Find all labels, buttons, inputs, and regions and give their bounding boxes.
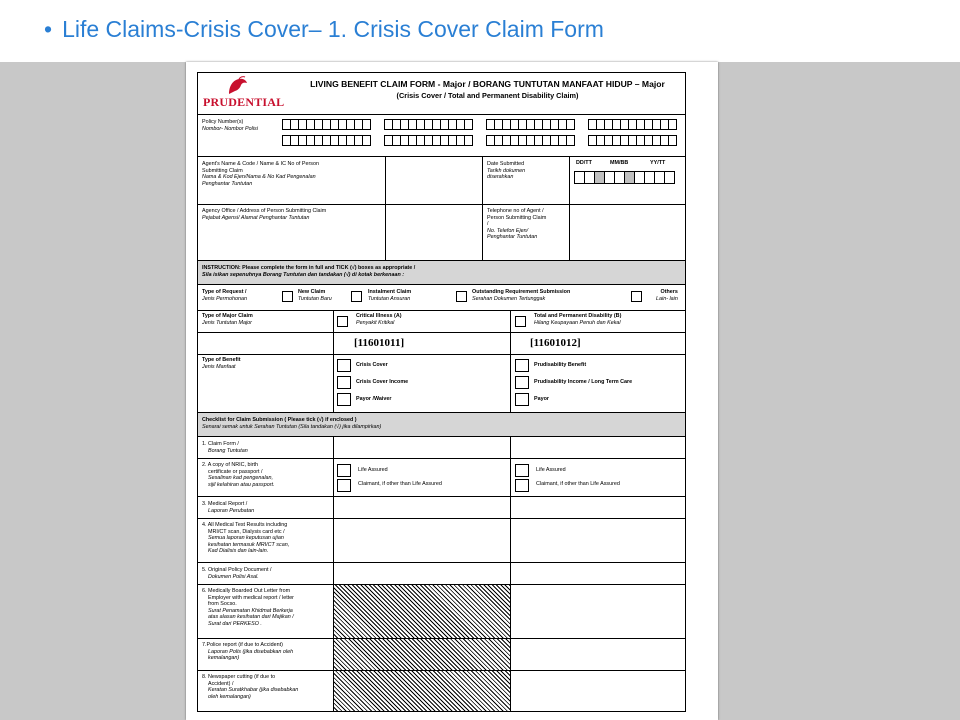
critical-illness-label-my: Penyakit Kritikal bbox=[356, 319, 395, 326]
agent-row bbox=[198, 157, 685, 205]
telephone-label-my-2: Penghantar Tuntutan bbox=[487, 234, 538, 241]
new-claim-label-my: Tuntutan Baru bbox=[298, 295, 332, 302]
date-submitted-label-my-1: Tarikh dokumen bbox=[487, 167, 526, 174]
nric-claimant-checkbox-b[interactable] bbox=[515, 479, 529, 492]
agent-name-field[interactable] bbox=[386, 157, 483, 204]
form-subtitle: (Crisis Cover / Total and Permanent Disability Claim) bbox=[396, 91, 579, 100]
checklist-item-2-label-my-1: Sesalinan kad pengenalan, bbox=[208, 475, 274, 482]
others-label-my: Lain- lain bbox=[656, 295, 678, 302]
checklist-item-6-label-my-1: Surat Penamatan Khidmat Berkerja bbox=[208, 607, 293, 614]
checklist-item-5-field-a[interactable] bbox=[334, 563, 511, 584]
date-submitted-field[interactable] bbox=[574, 171, 674, 184]
telephone-label-2: Person Submitting Claim bbox=[487, 214, 547, 221]
checklist-item-4-label-my-2: kesihatan termasuk MRI/CT scan, bbox=[208, 541, 290, 548]
checklist-item-8 bbox=[198, 671, 685, 711]
request-type-label: Type of Request / bbox=[202, 289, 247, 295]
checklist-item-3-field-a[interactable] bbox=[334, 497, 511, 518]
checklist-item-1 bbox=[198, 437, 685, 459]
checklist-item-7-label: 7.Police report (if due to Accident) bbox=[202, 642, 283, 648]
checklist-item-2-label-2: certificate or passport / bbox=[208, 468, 263, 475]
tpd-label: Total and Permanent Disability (B) bbox=[534, 313, 622, 319]
telephone-label-1: Telephone no of Agent / bbox=[487, 208, 544, 214]
agency-address-field[interactable] bbox=[386, 205, 483, 260]
request-type-row bbox=[198, 285, 685, 311]
checklist-item-3 bbox=[198, 497, 685, 519]
checklist-item-4 bbox=[198, 519, 685, 563]
policy-number-label: Policy Number(s) bbox=[202, 119, 244, 125]
benefit-type-row bbox=[198, 355, 685, 413]
checklist-item-8-label-2: Accident) / bbox=[208, 680, 234, 687]
checklist-item-4-label-my-1: Semua laporan keputusan ujian bbox=[208, 535, 284, 542]
checklist-item-6-label-3: from Socso. bbox=[208, 601, 237, 608]
checklist-item-8-label-1: 8. Newspaper cutting (if due to bbox=[202, 674, 276, 680]
agent-label-1: Agent's Name & Code / Name & IC No of Person bbox=[202, 161, 319, 167]
checklist-item-2-label-1: 2. A copy of NRIC, birth bbox=[202, 462, 259, 468]
others-label: Others bbox=[660, 289, 678, 295]
checklist-item-3-label-my: Laporan Perubatan bbox=[208, 507, 255, 514]
instruction-line-1: INSTRUCTION: Please complete the form in full and TICK (√) boxes as appropriate / bbox=[202, 265, 416, 271]
instalment-claim-label-my: Tuntutan Ansuran bbox=[368, 295, 411, 302]
checklist-item-4-label-1: 4. All Medical Test Results including bbox=[202, 522, 288, 528]
checklist-item-5-label: 5. Original Policy Document / bbox=[202, 567, 272, 573]
policy-number-group-4[interactable] bbox=[588, 119, 676, 146]
date-submitted-label-my-2: diserahkan bbox=[487, 174, 514, 181]
nric-life-assured-checkbox-a[interactable] bbox=[337, 464, 351, 477]
telephone-label-my-1: No. Telefon Ejen/ bbox=[487, 227, 529, 234]
crisis-cover-income-checkbox[interactable] bbox=[337, 376, 351, 389]
instruction-row bbox=[198, 261, 685, 285]
mm-label: MM/BB bbox=[610, 160, 629, 166]
checklist-item-8-label-my-1: Keratan Suratkhabar (jika disebabkan bbox=[208, 687, 299, 694]
checklist-title-my: Senarai semak untuk Serahan Tuntutan (Sila tandakan (√) jika dilampirkan) bbox=[202, 423, 382, 430]
slide-title-text: Life Claims-Crisis Cover– 1. Crisis Cover Claim Form bbox=[62, 16, 604, 42]
payor-label: Payor bbox=[534, 396, 549, 402]
checklist-item-6-hatched-area bbox=[334, 585, 511, 638]
prudisability-income-checkbox[interactable] bbox=[515, 376, 529, 389]
dd-label: DD/TT bbox=[576, 160, 592, 166]
checklist-header-row bbox=[198, 413, 685, 437]
policy-number-group-3[interactable] bbox=[486, 119, 574, 146]
prudisability-benefit-label: Prudisability Benefit bbox=[534, 362, 587, 368]
major-claim-label-my: Jenis Tuntutan Major bbox=[202, 319, 252, 326]
checklist-item-1-field-a[interactable] bbox=[334, 437, 511, 458]
outstanding-submission-label-my: Serahan Dokumen Tertunggak bbox=[472, 295, 546, 302]
instalment-claim-label: Instalment Claim bbox=[368, 289, 412, 295]
critical-illness-label: Critical Illness (A) bbox=[356, 313, 402, 319]
date-submitted-label: Date Submitted bbox=[487, 161, 525, 167]
prudisability-benefit-checkbox[interactable] bbox=[515, 359, 529, 372]
crisis-cover-label: Crisis Cover bbox=[356, 362, 388, 368]
outstanding-submission-checkbox[interactable] bbox=[456, 291, 467, 302]
prudential-logo bbox=[203, 76, 285, 112]
document-page bbox=[186, 62, 718, 720]
checklist-item-4-label-2: MRI/CT scan, Dialysis card etc / bbox=[208, 528, 285, 535]
bullet-icon: • bbox=[44, 16, 53, 42]
policy-number-group-1[interactable] bbox=[282, 119, 370, 146]
policy-number-group-2[interactable] bbox=[384, 119, 472, 146]
checklist-item-6-label-1: 6. Medically Boarded Out Letter from bbox=[202, 588, 291, 594]
checklist-item-6-label-my-2: atas alasan kesihatan dari Majikan / bbox=[208, 614, 294, 621]
lady-head-icon bbox=[225, 76, 249, 96]
claim-form bbox=[197, 72, 686, 712]
checklist-item-4-label-my-3: Kad Dialisis dan lain-lain. bbox=[208, 548, 269, 555]
slide-title bbox=[44, 16, 604, 48]
checklist-item-7-hatched-area bbox=[334, 639, 511, 670]
form-title: LIVING BENEFIT CLAIM FORM - Major / BORANG TUNTUTAN MANFAAT HIDUP – Major bbox=[310, 79, 665, 89]
major-claim-row bbox=[198, 311, 685, 333]
agency-label: Agency Office / Address of Person Submitting Claim bbox=[202, 208, 327, 214]
checklist-title: Checklist for Claim Submission ( Please tick (√) if enclosed ) bbox=[202, 417, 357, 423]
agency-label-my: Pejabat Agensi/ Alamat Penghantar Tuntutan bbox=[202, 214, 310, 221]
checklist-item-6-label-my-3: Surat dari PERKESO . bbox=[208, 620, 262, 627]
outstanding-submission-label: Outstanding Requirement Submission bbox=[472, 289, 571, 295]
checklist-item-6 bbox=[198, 585, 685, 639]
tpd-checkbox[interactable] bbox=[515, 316, 526, 327]
prudisability-income-label: Prudisability Income / Long Term Care bbox=[534, 379, 633, 385]
agency-row bbox=[198, 205, 685, 261]
checklist-item-2 bbox=[198, 459, 685, 497]
policy-number-label-my: Nombor- Nombor Polisi bbox=[202, 125, 258, 132]
others-checkbox[interactable] bbox=[631, 291, 642, 302]
checklist-item-5-label-my: Dokumen Polisi Asal. bbox=[208, 573, 259, 580]
logo-text: PRUDENTIAL bbox=[203, 95, 285, 109]
nric-life-assured-label-b: Life Assured bbox=[536, 467, 566, 473]
payor-checkbox[interactable] bbox=[515, 393, 529, 406]
checklist-item-7-label-my-1: Laporan Polis (jika disebabkan oleh bbox=[208, 648, 294, 655]
new-claim-checkbox[interactable] bbox=[282, 291, 293, 302]
new-claim-label: New Claim bbox=[298, 289, 326, 295]
checklist-item-8-hatched-area bbox=[334, 671, 511, 711]
checklist-item-1-label-my: Borang Tuntutan bbox=[208, 447, 248, 454]
checklist-item-3-label: 3. Medical Report / bbox=[202, 501, 248, 507]
checklist-item-1-label: 1. Claim Form / bbox=[202, 441, 239, 447]
form-header bbox=[198, 73, 685, 115]
yy-label: YY/TT bbox=[650, 160, 666, 166]
crisis-cover-income-label: Crisis Cover Income bbox=[356, 379, 409, 385]
nric-claimant-checkbox-a[interactable] bbox=[337, 479, 351, 492]
nric-life-assured-label-a: Life Assured bbox=[358, 467, 388, 473]
agent-label-my-2: Penghantar Tuntutan bbox=[202, 180, 253, 187]
tpd-label-my: Hilang Keupayaan Penuh dan Kekal bbox=[534, 319, 621, 326]
nric-life-assured-checkbox-b[interactable] bbox=[515, 464, 529, 477]
agent-label-my-1: Nama & Kod Ejen/Nama & No Kad Pengenalan bbox=[202, 174, 316, 181]
request-type-label-my: Jenis Permohonan bbox=[202, 295, 247, 302]
agent-label-2: Submitting Claim bbox=[202, 167, 243, 174]
policy-number-row bbox=[198, 115, 685, 157]
nric-claimant-label-a: Claimant, if other than Life Assured bbox=[358, 481, 442, 487]
payor-waiver-checkbox[interactable] bbox=[337, 393, 351, 406]
checklist-item-7-label-my-2: kemalangan) bbox=[208, 655, 240, 662]
checklist-item-8-label-my-2: oleh kemalangan) bbox=[208, 693, 251, 700]
claim-code-a: [11601011] bbox=[354, 337, 405, 349]
telephone-field[interactable] bbox=[570, 205, 685, 260]
payor-waiver-label: Payor /Waiver bbox=[356, 396, 392, 402]
crisis-cover-checkbox[interactable] bbox=[337, 359, 351, 372]
instalment-claim-checkbox[interactable] bbox=[351, 291, 362, 302]
instruction-line-2: Sila isikan sepenuhnya Borang Tuntutan dan tandakan (√) di kotak berkenaan : bbox=[202, 271, 405, 278]
checklist-item-2-label-my-2: sijil kelahiran atau passport. bbox=[208, 481, 275, 488]
critical-illness-checkbox[interactable] bbox=[337, 316, 348, 327]
nric-claimant-label-b: Claimant, if other than Life Assured bbox=[536, 481, 620, 487]
benefit-type-label-my: Jenis Manfaat bbox=[202, 363, 236, 370]
checklist-item-7 bbox=[198, 639, 685, 671]
claim-code-b: [11601012] bbox=[530, 337, 581, 349]
checklist-item-4-field-a[interactable] bbox=[334, 519, 511, 562]
checklist-item-6-label-2: Employer with medical report / letter bbox=[208, 594, 294, 601]
telephone-label-3: / bbox=[487, 221, 489, 228]
claim-code-row bbox=[198, 333, 685, 355]
benefit-type-label: Type of Benefit bbox=[202, 357, 241, 363]
checklist-item-5 bbox=[198, 563, 685, 585]
major-claim-label: Type of Major Claim bbox=[202, 313, 253, 319]
